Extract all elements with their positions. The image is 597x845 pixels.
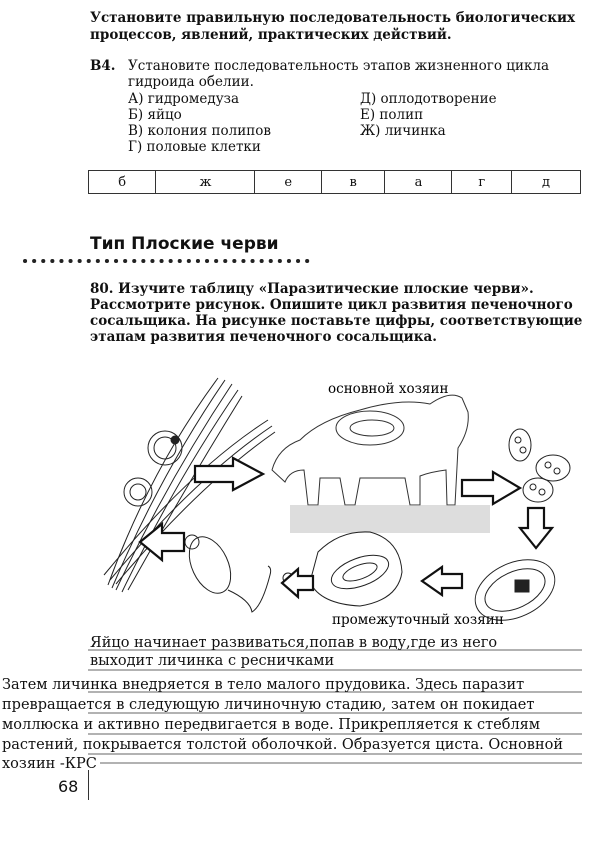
answer-line: Яйцо начинает развиваться,попав в воду,где из него xyxy=(90,635,498,651)
answer-cell[interactable]: б xyxy=(89,171,156,194)
answer-line: моллюска и активно передвигается в воде. Прикрепляется к стеблям xyxy=(2,717,541,733)
answer-line: выходит личинка с ресничками xyxy=(90,653,335,669)
option-g: Ж) личинка xyxy=(360,123,446,139)
instruction-heading: Установите правильную последовательность биологических процессов, явлений, практических действий. xyxy=(90,10,576,43)
option-b: Б) яйцо xyxy=(128,107,182,123)
arrow-right-icon xyxy=(195,458,263,490)
answer-line: Затем личинка внедряется в тело малого прудовика. Здесь паразит xyxy=(2,677,525,693)
option-c: В) колония полипов xyxy=(128,123,271,139)
main-host-label: основной хозяин xyxy=(328,381,449,397)
option-e: Д) оплодотворение xyxy=(360,91,497,107)
intermediate-host-label: промежуточный хозяин xyxy=(332,612,504,628)
answer-cell[interactable]: ж xyxy=(156,171,255,194)
snail-drawing xyxy=(310,532,402,606)
question-number: В4. xyxy=(90,58,116,74)
cercaria-drawing xyxy=(181,530,293,612)
eggs-drawing xyxy=(509,429,570,502)
answer-cell[interactable]: г xyxy=(452,171,512,194)
ground-shading xyxy=(290,505,490,533)
option-a: А) гидромедуза xyxy=(128,91,240,107)
answer-line: хозяин -КРС xyxy=(2,756,97,772)
question-text: Установите последовательность этапов жизненного цикла гидроида обелии. xyxy=(128,58,550,90)
option-f: Е) полип xyxy=(360,107,424,123)
option-d: Г) половые клетки xyxy=(128,139,261,155)
answer-cell[interactable]: д xyxy=(512,171,581,194)
cow-drawing xyxy=(272,395,468,505)
section-title: Тип Плоские черви xyxy=(90,234,279,254)
arrow-left-icon xyxy=(422,567,462,595)
answer-line: превращается в следующую личиночную стадию, затем он покидает xyxy=(2,697,535,713)
answer-line: растений, покрывается толстой оболочкой. Образуется циста. Основной xyxy=(2,737,564,753)
answer-cell[interactable]: в xyxy=(321,171,385,194)
arrow-down-icon xyxy=(520,508,552,548)
task-text: 80. Изучите таблицу «Паразитические плоские черви». Рассмотрите рисунок. Опишите цикл развития печеночного сосальщика. На рисунке поставьте цифры, соответствующие этапам развития печеночного сосальщика. xyxy=(90,281,583,345)
answer-cell[interactable]: е xyxy=(255,171,321,194)
answer-cell[interactable]: а xyxy=(385,171,452,194)
arrow-right-icon xyxy=(462,472,520,504)
page-number: 68 xyxy=(58,777,79,796)
